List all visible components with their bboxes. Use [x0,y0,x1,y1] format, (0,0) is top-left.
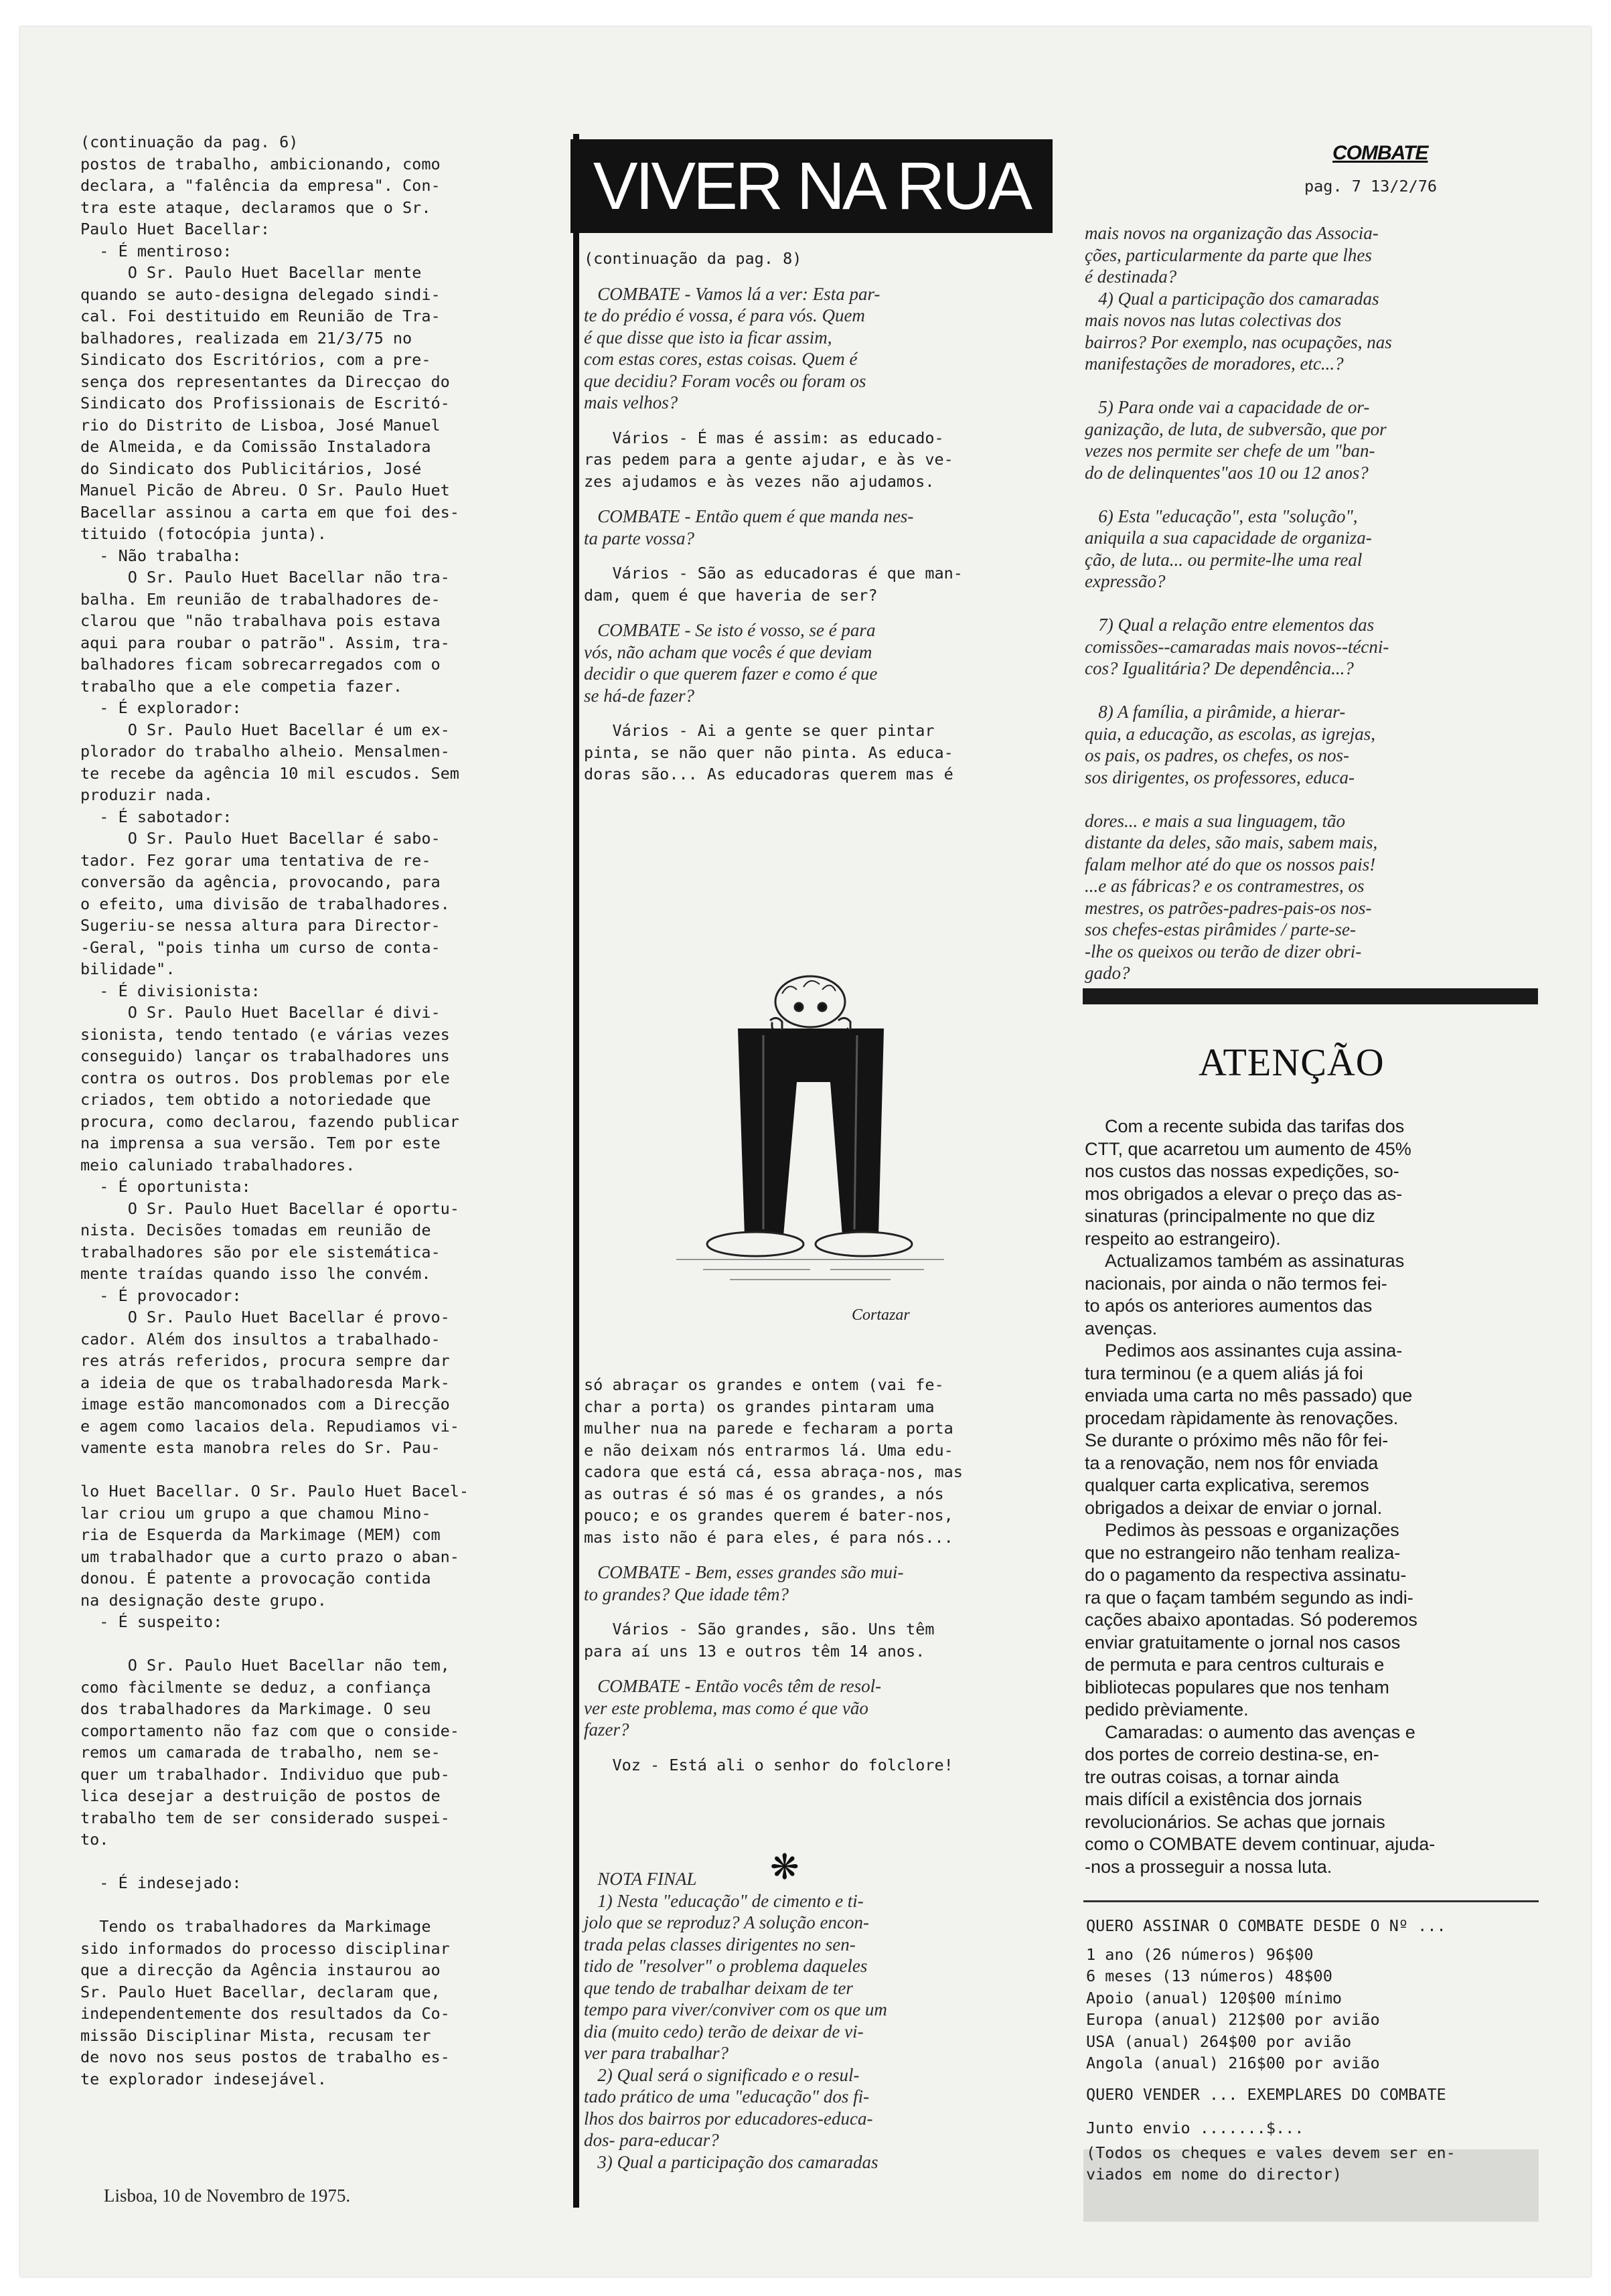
separator-bar [1083,988,1538,1004]
interview-top [584,248,1053,799]
dialogue-block: Vários - Ai a gente se quer pintar pinta, se não quer não pinta. As educa- doras são... As educadoras querem mas é [584,721,953,783]
atencao-notice [1085,1116,1547,1878]
dialogue-block: (continuação da pag. 8) [584,249,802,268]
subscription-sell: QUERO VENDER ... EXEMPLARES DO COMBATE [1086,2084,1446,2104]
subscription-form [1086,1915,1541,2186]
dialogue-block: COMBATE - Então vocês têm de resol- ver este problema, mas como é que vão fazer? [584,1676,882,1740]
left-column [80,131,549,2090]
figure-credit: Cortazar [852,1306,910,1324]
questions-text: mais novos na organização das Associa- ções, particularmente da parte que lhes é destinada? 4) Qual a participação dos camaradas mais novos nas lutas colectivas dos bairros? Por exemplo, nas ocupações, nas manifestações de moradores, etc...? 5) Para onde vai a capacidade de or- ganização, de luta, de subversão, que por vezes nos permite ser chefe de um "ban- do de delinquentes"aos 10 ou 12 anos? 6) Esta "educação", esta "solução", aniquila a sua capacidade de organiza- ção, de luta... ou permite-lhe uma real expressão? 7) Qual a relação entre elementos das comissões--camaradas mais novos--técni- cos? Igualitária? De dependência...? 8) A família, a pirâmide, a hierar- quia, a educação, as escolas, as igrejas, os pais, os padres, os chefes, os nos- sos dirigentes, os professores, educa- dores... e mais a sua linguagem, tão distante da deles, são mais, sabem mais, falam melhor até do que os nossos pais! ...e as fábricas? e os contramestres, os mestres, os patrões-padres-pais-os nos- sos chefes-estas pirâmides / parte-se- -lhe os queixos ou terão de dizer obri- gado? [1085,223,1392,983]
dialogue-block: Voz - Está ali o senhor do folclore! [584,1755,953,1774]
ornament-icon: ❋ [770,1847,799,1888]
dialogue-block: só abraçar os grandes e ontem (vai fe- char a porta) os grandes pintaram uma mulher nua na parede e fecharam a porta e não deixam nós entrarmos lá. Uma edu- cadora que está cá, essa abraça-nos, mas as outras é só mas é os grandes, a nós pouco; e os grandes querem é bater-nos, mas isto não é para eles, é para nós... [584,1375,963,1547]
subscription-send: Junto envio .......$... [1086,2119,1304,2137]
dialogue-block: COMBATE - Então quem é que manda nes- ta parte vossa? [584,506,914,548]
column-rule [573,134,579,2208]
dialogue-block: Vários - São grandes, são. Uns têm para aí uns 13 e outros têm 14 anos. [584,1620,935,1661]
dialogue-block: COMBATE - Bem, esses grandes são mui- to grandes? Que idade têm? [584,1562,904,1604]
subscription-note: (Todos os cheques e vales devem ser en- viados em nome do director) [1086,2143,1456,2184]
dialogue-block: Vários - São as educadoras é que man- dam, quem é que haveria de ser? [584,564,963,605]
combate-logo: COMBATE [1332,142,1428,164]
dialogue-block: Vários - É mas é assim: as educado- ras pedem para a gente ajudar, e às ve- zes ajudamos e às vezes não ajudamos. [584,428,953,491]
subscription-rates: 1 ano (26 números) 96$00 6 meses (13 números) 48$00 Apoio (anual) 120$00 mínimo Europa (anual) 212$00 por avião USA (anual) 264$00 por avião Angola (anual) 216$00 por avião [1086,1944,1380,2072]
dialogue-block: COMBATE - Vamos lá a ver: Esta par- te do prédio é vossa, é para vós. Quem é que disse que isto ia ficar assim, com estas cores, estas coisas. Quem é que decidiu? Foram vocês ou foram os mais velhos? [584,283,880,412]
nota-final-text: NOTA FINAL 1) Nesta "educação" de cimento e ti- jolo que se reproduz? A solução encon- trada pelas classes dirigentes no sen- tido de "resolver" o problema daqueles que tendo de trabalhar deixam de ter tempo para viver/conviver com os que um dia (muito cedo) terão de deixar de vi- ver para trabalhar? 2) Qual será o significado e o resul- tado prático de uma "educação" dos fi- lhos dos bairros por educadores-educa- dos- para-educar? 3) Qual a participação dos camaradas [584,1869,887,2172]
interview-bottom [584,1374,1053,1789]
child-illustration [663,955,957,1357]
left-column-text: (continuação da pag. 6) postos de trabalho, ambicionando, como declara, a "falência da empresa". Con- tra este ataque, declaramos que o Sr. Paulo Huet Bacellar: - É mentiroso: O Sr. Paulo Huet Bacellar mente quando se auto-designa delegado sindi- cal. Foi destituido em Reunião de Tra- balhadores, realizada em 21/3/75 no Sindicato dos Escritórios, com a pre- sença dos representantes da Direcçao do Sindicato dos Profissionais de Escritó- rio do Distrito de Lisboa, José Manuel de Almeida, e da Comissão Instaladora do Sindicato dos Publicitários, José Manuel Picão de Abreu. O Sr. Paulo Huet Bacellar assinou a carta em que foi des- tituido (fotocópia junta). - Não trabalha: O Sr. Paulo Huet Bacellar não tra- balha. Em reunião de trabalhadores de- clarou que "não trabalhava pois estava aqui para roubar o patrão". Assim, tra- balhadores ficam sobrecarregados com o trabalho que a ele competia fazer. - É explorador: O Sr. Paulo Huet Bacellar é um ex- plorador do trabalho alheio. Mensalmen- te recebe da agência 10 mil escudos. Sem produzir nada. - É sabotador: O Sr. Paulo Huet Bacellar é sabo- tador. Fez gorar uma tentativa de re- conversão da agência, provocando, para o efeito, uma divisão de trabalhadores. Sugeriu-se nessa altura para Director- -Geral, "pois tinha um curso de conta- bilidade". - É divisionista: O Sr. Paulo Huet Bacellar é divi- sionista, tendo tentado (e várias vezes conseguido) lançar os trabalhadores uns contra os outros. Dos problemas por ele criados, tem obtido a notoriedade que procura, como declarou, fazendo publicar na imprensa a sua versão. Tem por este meio caluniado trabalhadores. - É oportunista: O Sr. Paulo Huet Bacellar é oportu- nista. Decisões tomadas em reunião de trabalhadores são por ele sistemática- mente traídas quando isso lhe convém. - É provocador: O Sr. Paulo Huet Bacellar é provo- cador. Além dos insultos a trabalhado- res atrás referidos, procura sempre dar a ideia de que os trabalhadoresda Mark- image estão mancomonados com a Direcção e agem como lacaios dela. Repudiamos vi- vamente esta manobra reles do Sr. Pau- lo Huet Bacellar. O Sr. Paulo Huet Bacel- lar criou um grupo a que chamou Mino- ria de Esquerda da Markimage (MEM) com um trabalhador que a curto prazo o aban- donou. É patente a provocação contida na designação deste grupo. - É suspeito: O Sr. Paulo Huet Bacellar não tem, como fàcilmente se deduz, a confiança dos trabalhadores da Markimage. O seu comportamento não faz com que o conside- remos um camarada de trabalho, nem se- quer um trabalhador. Individuo que pub- lica desejar a destruição de postos de trabalho tem de ser considerado suspei- to. - É indesejado: Tendo os trabalhadores da Markimage sido informados do processo disciplinar que a direcção da Agência instaurou ao Sr. Paulo Huet Bacellar, declaram que, independentemente dos resultados da Co- missão Disciplinar Mista, recusam ter de novo nos seus postos de trabalho es- te explorador indesejável. [80,133,469,2088]
atencao-heading: ATENÇÃO [1199,1041,1385,1084]
nota-final [584,1868,1053,2173]
page-dateline: pag. 7 13/2/76 [1304,177,1438,196]
atencao-text: Com a recente subida das tarifas dos CTT, que acarretou um aumento de 45% nos custos das nossas expedições, so- mos obrigados a elevar o preço das as- sinaturas (principalmente no que diz respeito ao estrangeiro). Actualizamos também as assinaturas nacionais, por ainda o não termos fei- to após os anteriores aumentos das avenças. Pedimos aos assinantes cuja assina- tura terminou (e a quem aliás já foi enviada uma carta no mês passado) que procedam ràpidamente às renovações. Se durante o próximo mês não fôr fei- ta a renovação, nem nos fôr enviada qualquer carta explicativa, seremos obrigados a deixar de enviar o jornal. Pedimos às pessoas e organizações que no estrangeiro não tenham realiza- do o pagamento da respectiva assinatu- ra que o façam também segundo as indi- cações abaixo apontadas. Só poderemos enviar gratuitamente o jornal nos casos de permuta e para centros culturais e bibliotecas populares que nos tenham pedido prèviamente. Camaradas: o aumento das avenças e dos portes de correio destina-se, en- tre outras coisas, a tornar ainda mais difícil a existência dos jornais revolucionários. Se achas que jornais como o COMBATE devem continuar, ajuda- -nos a prosseguir a nossa luta. [1085,1116,1436,1877]
section-banner: VIVER NA RUA [570,139,1053,233]
signature-line: Lisboa, 10 de Novembro de 1975. [104,2186,351,2206]
right-column-questions [1085,222,1547,984]
subscription-header: QUERO ASSINAR O COMBATE DESDE O Nº ... [1086,1916,1446,1935]
dialogue-block: COMBATE - Se isto é vosso, se é para vós, não acham que vocês é que deviam decidir o que querem fazer e como é que se há-de fazer? [584,620,878,706]
